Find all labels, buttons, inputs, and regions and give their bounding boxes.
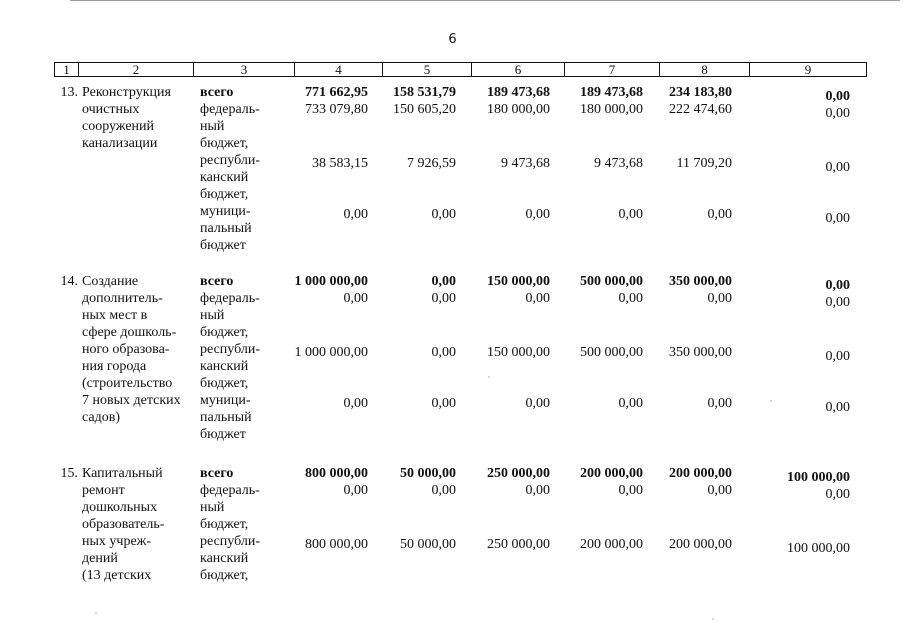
scan-speck <box>770 400 772 402</box>
page-number: 6 <box>448 32 457 47</box>
amount-cell: 0,00 <box>825 487 850 502</box>
amount-cell: 0,00 <box>707 483 732 498</box>
measure-name-line: ремонт <box>82 483 125 498</box>
funding-source-line: республи- <box>200 153 260 168</box>
amount-cell: 158 531,79 <box>393 85 456 100</box>
funding-source-line: ный <box>200 500 225 515</box>
amount-cell: 50 000,00 <box>400 466 456 481</box>
column-header-6: 6 <box>472 63 565 77</box>
amount-cell: 189 473,68 <box>580 85 643 100</box>
funding-source-line: бюджет <box>200 427 246 442</box>
measure-name-line: Капитальный <box>82 466 163 481</box>
amount-cell: 200 000,00 <box>669 537 732 552</box>
amount-cell: 200 000,00 <box>580 537 643 552</box>
amount-cell: 0,00 <box>618 207 643 222</box>
amount-cell: 0,00 <box>431 207 456 222</box>
amount-cell: 0,00 <box>825 211 850 226</box>
funding-source-line: муници- <box>200 204 251 219</box>
amount-cell: 0,00 <box>343 207 368 222</box>
measure-name-line: садов) <box>82 410 120 425</box>
measure-name-line: ного образова- <box>82 342 170 357</box>
amount-cell: 0,00 <box>431 291 456 306</box>
funding-source-line: всего <box>200 274 234 289</box>
funding-source-line: муници- <box>200 393 251 408</box>
amount-cell: 0,00 <box>707 291 732 306</box>
amount-cell: 222 474,60 <box>669 102 732 117</box>
measure-name-line: канализации <box>82 136 158 151</box>
amount-cell: 234 183,80 <box>669 85 732 100</box>
amount-cell: 0,00 <box>431 483 456 498</box>
amount-cell: 0,00 <box>618 396 643 411</box>
amount-cell: 0,00 <box>825 295 850 310</box>
amount-cell: 250 000,00 <box>487 466 550 481</box>
funding-source-line: бюджет, <box>200 376 249 391</box>
column-header-4: 4 <box>295 63 383 77</box>
amount-cell: 50 000,00 <box>400 537 456 552</box>
amount-cell: 0,00 <box>825 160 850 175</box>
amount-cell: 0,00 <box>825 278 850 293</box>
measure-name-line: образователь- <box>82 517 165 532</box>
amount-cell: 0,00 <box>343 483 368 498</box>
funding-source-line: ный <box>200 119 225 134</box>
measure-name-line: дений <box>82 551 118 566</box>
scan-edge-line <box>70 0 900 1</box>
funding-source-line: ный <box>200 308 225 323</box>
funding-source-line: федераль- <box>200 102 260 117</box>
measure-name-line: ния города <box>82 359 147 374</box>
amount-cell: 0,00 <box>618 483 643 498</box>
funding-source-line: бюджет <box>200 238 246 253</box>
measure-name-line: сфере дошколь- <box>82 325 177 340</box>
amount-cell: 771 662,95 <box>305 85 368 100</box>
measure-name-line: ных учреж- <box>82 534 151 549</box>
scan-speck <box>488 376 490 378</box>
amount-cell: 150 605,20 <box>393 102 456 117</box>
measure-name-line: дополнитель- <box>82 291 163 306</box>
funding-source-line: федераль- <box>200 483 260 498</box>
amount-cell: 500 000,00 <box>580 345 643 360</box>
amount-cell: 0,00 <box>343 291 368 306</box>
amount-cell: 150 000,00 <box>487 274 550 289</box>
column-header-2: 2 <box>79 63 194 77</box>
amount-cell: 350 000,00 <box>669 274 732 289</box>
column-header-8: 8 <box>660 63 750 77</box>
funding-source-line: канский <box>200 359 249 374</box>
funding-source-line: республи- <box>200 534 260 549</box>
amount-cell: 0,00 <box>431 345 456 360</box>
funding-source-line: всего <box>200 466 234 481</box>
amount-cell: 800 000,00 <box>305 537 368 552</box>
row-number: 14. <box>60 274 78 289</box>
amount-cell: 38 583,15 <box>312 156 368 171</box>
amount-cell: 0,00 <box>707 396 732 411</box>
funding-source-line: республи- <box>200 342 260 357</box>
amount-cell: 0,00 <box>825 89 850 104</box>
measure-name-line: дошкольных <box>82 500 158 515</box>
amount-cell: 9 473,68 <box>501 156 550 171</box>
funding-source-line: всего <box>200 85 234 100</box>
scan-speck <box>712 618 714 620</box>
measure-name-line: ных мест в <box>82 308 148 323</box>
amount-cell: 0,00 <box>825 106 850 121</box>
measure-name-line: Создание <box>82 274 139 289</box>
amount-cell: 7 926,59 <box>407 156 456 171</box>
amount-cell: 0,00 <box>525 483 550 498</box>
row-number: 13. <box>60 85 78 100</box>
funding-source-line: бюджет, <box>200 568 249 583</box>
amount-cell: 150 000,00 <box>487 345 550 360</box>
measure-name-line: (13 детских <box>82 568 152 583</box>
funding-source-line: пальный <box>200 410 252 425</box>
funding-source-line: пальный <box>200 221 252 236</box>
amount-cell: 0,00 <box>525 396 550 411</box>
amount-cell: 350 000,00 <box>669 345 732 360</box>
amount-cell: 0,00 <box>525 291 550 306</box>
amount-cell: 800 000,00 <box>305 466 368 481</box>
measure-name-line: сооружений <box>82 119 155 134</box>
amount-cell: 100 000,00 <box>787 541 850 556</box>
amount-cell: 1 000 000,00 <box>294 345 368 360</box>
amount-cell: 9 473,68 <box>594 156 643 171</box>
measure-name-line: Реконструкция <box>82 85 171 100</box>
amount-cell: 0,00 <box>525 207 550 222</box>
funding-source-line: бюджет, <box>200 187 249 202</box>
amount-cell: 0,00 <box>825 349 850 364</box>
amount-cell: 0,00 <box>825 400 850 415</box>
amount-cell: 0,00 <box>343 396 368 411</box>
amount-cell: 733 079,80 <box>305 102 368 117</box>
amount-cell: 180 000,00 <box>580 102 643 117</box>
amount-cell: 0,00 <box>431 396 456 411</box>
column-header-5: 5 <box>383 63 472 77</box>
amount-cell: 11 709,20 <box>676 156 732 171</box>
amount-cell: 250 000,00 <box>487 537 550 552</box>
amount-cell: 200 000,00 <box>669 466 732 481</box>
measure-name-line: (строительство <box>82 376 173 391</box>
amount-cell: 0,00 <box>618 291 643 306</box>
amount-cell: 1 000 000,00 <box>294 274 368 289</box>
funding-source-line: канский <box>200 551 249 566</box>
row-number: 15. <box>60 466 78 481</box>
amount-cell: 0,00 <box>431 274 456 289</box>
column-header-1: 1 <box>55 63 79 77</box>
funding-source-line: бюджет, <box>200 517 249 532</box>
scan-speck <box>95 612 97 614</box>
amount-cell: 189 473,68 <box>487 85 550 100</box>
measure-name-line: очистных <box>82 102 140 117</box>
amount-cell: 180 000,00 <box>487 102 550 117</box>
funding-source-line: бюджет, <box>200 325 249 340</box>
amount-cell: 500 000,00 <box>580 274 643 289</box>
amount-cell: 200 000,00 <box>580 466 643 481</box>
funding-source-line: федераль- <box>200 291 260 306</box>
amount-cell: 0,00 <box>707 207 732 222</box>
column-header-3: 3 <box>194 63 295 77</box>
funding-source-line: бюджет, <box>200 136 249 151</box>
measure-name-line: 7 новых детских <box>82 393 181 408</box>
column-header-9: 9 <box>750 63 867 77</box>
column-header-row <box>54 62 867 77</box>
amount-cell: 100 000,00 <box>787 470 850 485</box>
column-header-7: 7 <box>565 63 660 77</box>
funding-source-line: канский <box>200 170 249 185</box>
